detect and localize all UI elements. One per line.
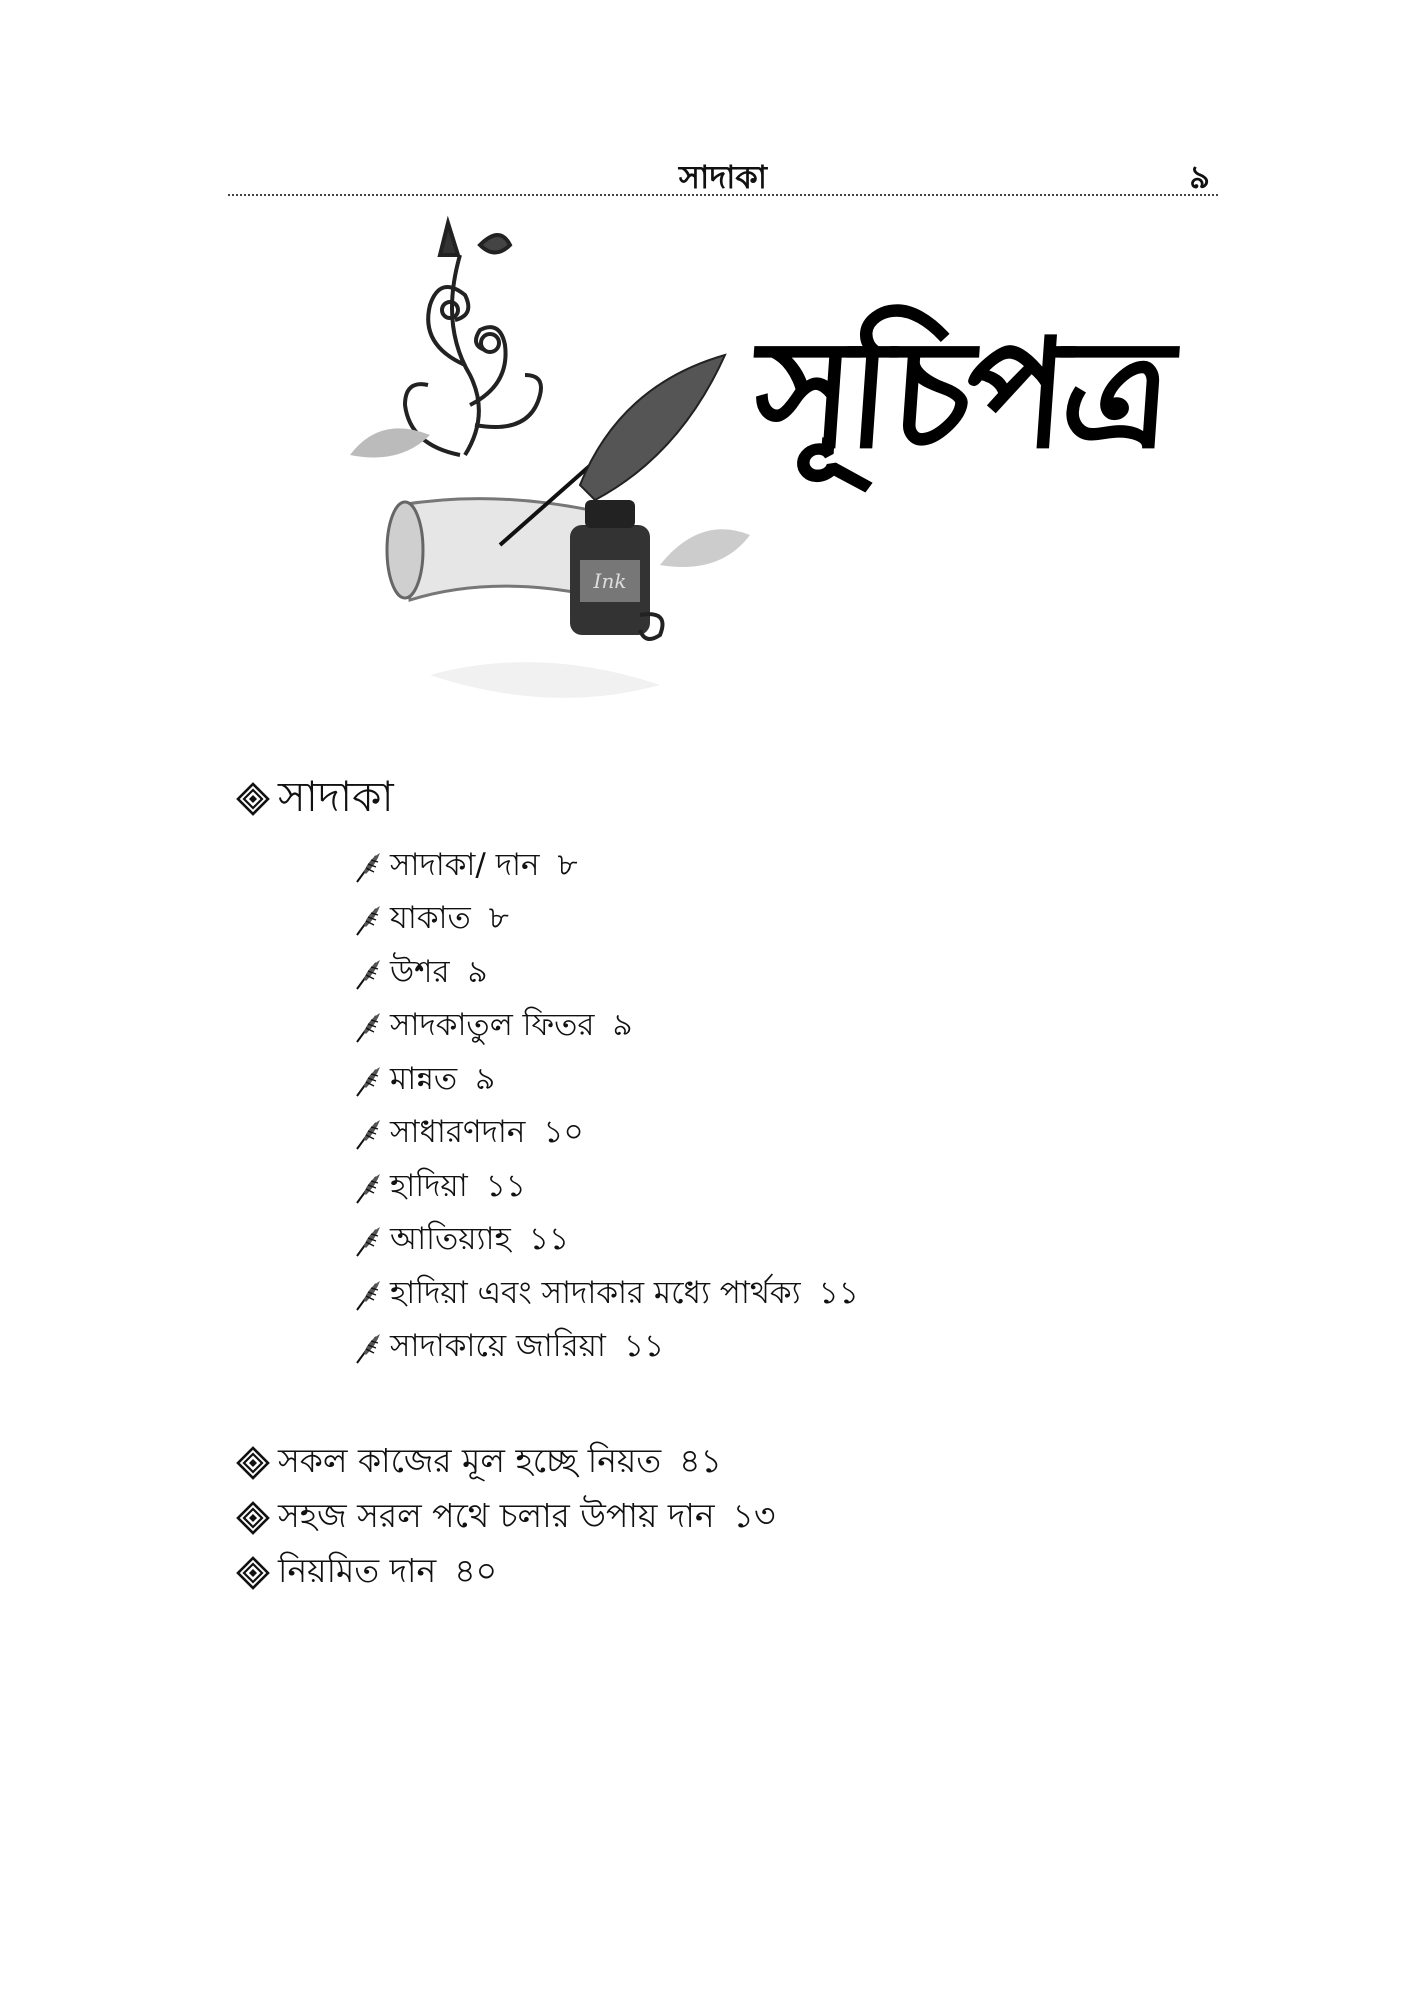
quill-bullet-icon (354, 1064, 384, 1098)
toc-item-page: ১৩ (732, 1495, 776, 1535)
leaf-icon (350, 428, 430, 457)
toc-section-label: সাদাকা (278, 771, 394, 821)
toc-sub-item[interactable] (354, 1161, 1236, 1215)
floral-ornament-icon (405, 223, 541, 455)
quill-bullet-icon (354, 1171, 384, 1205)
diamond-bullet-icon (236, 1446, 270, 1480)
toc-item-page: ৯ (475, 1060, 496, 1097)
toc-sub-item[interactable] (354, 1215, 1236, 1269)
contents-title: সূচিপত্র (749, 306, 1173, 482)
toc-item-label: সাদকাতুল ফিতর (390, 1007, 595, 1044)
toc-item-page: ১১ (485, 1167, 526, 1204)
quill-bullet-icon (354, 957, 384, 991)
toc-item-label: সাধারণদান (390, 1114, 526, 1151)
quill-bullet-icon (354, 850, 384, 884)
toc-item-page: ১১ (623, 1328, 665, 1365)
quill-bullet-icon (354, 1010, 384, 1044)
diamond-bullet-icon (236, 1501, 270, 1535)
diamond-bullet-icon (236, 782, 270, 816)
toc-item-label: সকল কাজের মূল হচ্ছে নিয়ত (278, 1440, 662, 1480)
toc-item-page: ৯ (467, 953, 488, 990)
toc-sub-item[interactable] (354, 947, 1236, 1001)
toc-top-item[interactable] (236, 1435, 1236, 1490)
toc-item-label: সাদাকায়ে জারিয়া (390, 1328, 606, 1365)
quill-bullet-icon (354, 1224, 384, 1258)
quill-bullet-icon (354, 1117, 384, 1151)
toc-top-items (236, 1435, 1236, 1600)
toc-item-page: ১১ (818, 1274, 859, 1311)
toc-item-label: আতিয়্যাহ (390, 1221, 511, 1258)
scroll-icon (387, 499, 590, 600)
toc-item-page: ৮ (488, 900, 509, 937)
table-of-contents (236, 770, 1236, 1600)
page-header (228, 150, 1218, 196)
toc-top-item[interactable] (236, 1490, 1236, 1545)
diamond-bullet-icon (236, 1556, 270, 1590)
toc-sub-item[interactable] (354, 894, 1236, 948)
ink-illustration (340, 215, 760, 775)
toc-item-page: ৮ (557, 846, 578, 883)
toc-item-label: মান্নত (390, 1060, 458, 1097)
quill-bullet-icon (354, 903, 384, 937)
running-title: সাদাকা (678, 158, 768, 196)
toc-sub-list (354, 840, 1236, 1375)
toc-sub-item[interactable] (354, 1001, 1236, 1055)
toc-sub-item[interactable] (354, 1268, 1236, 1322)
toc-item-page: ৪১ (679, 1440, 722, 1480)
toc-item-page: ৪০ (454, 1550, 498, 1590)
toc-item-label: সাদাকা/ দান (390, 846, 540, 883)
toc-item-label: হাদিয়া (390, 1167, 468, 1204)
toc-item-page: ১০ (543, 1114, 584, 1151)
svg-text:Ink: Ink (593, 569, 627, 593)
quill-bullet-icon (354, 1278, 384, 1312)
toc-sub-item[interactable] (354, 840, 1236, 894)
toc-sub-item[interactable] (354, 1108, 1236, 1162)
toc-item-label: সহজ সরল পথে চলার উপায় দান (278, 1495, 715, 1535)
toc-sub-item[interactable] (354, 1322, 1236, 1376)
reflection (430, 662, 660, 698)
quill-bullet-icon (354, 1331, 384, 1365)
toc-item-label: উশর (390, 953, 450, 990)
toc-item-label: নিয়মিত দান (278, 1550, 437, 1590)
toc-item-page: ৯ (612, 1007, 633, 1044)
toc-section[interactable] (236, 770, 1236, 828)
toc-item-label: যাকাত (390, 900, 471, 937)
toc-top-item[interactable] (236, 1545, 1236, 1600)
toc-item-page: ১১ (528, 1221, 570, 1258)
toc-item-label: হাদিয়া এবং সাদাকার মধ্যে পার্থক্য (390, 1274, 801, 1311)
toc-sub-item[interactable] (354, 1054, 1236, 1108)
page-number: ৯ (1189, 158, 1210, 196)
